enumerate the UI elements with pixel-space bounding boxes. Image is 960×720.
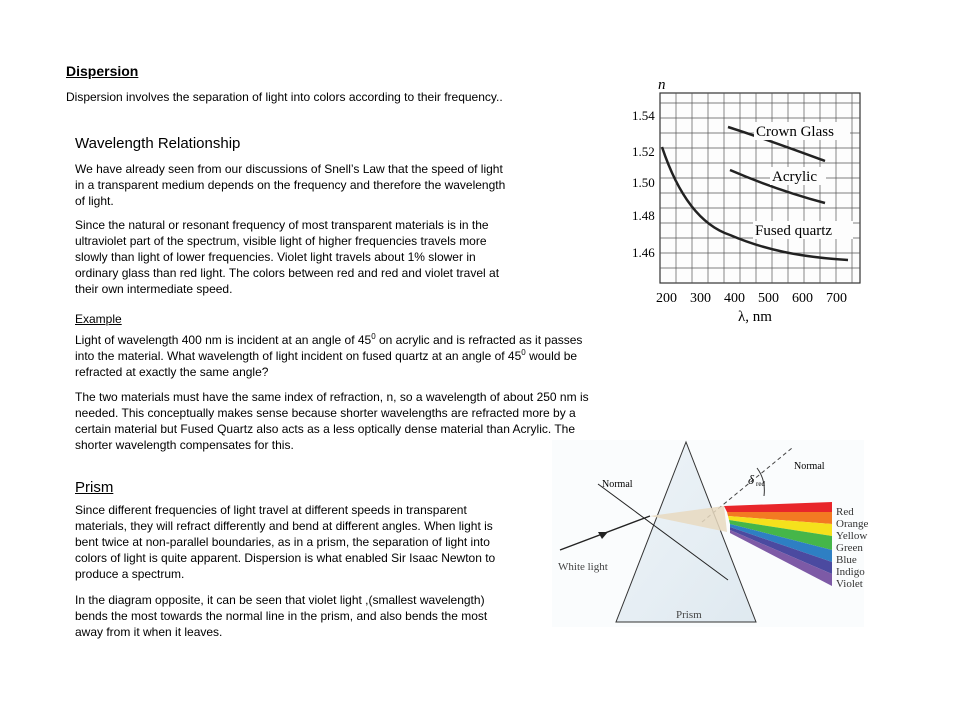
crown-glass-label: Crown Glass	[756, 124, 834, 140]
prism-paragraph-1: Since different frequencies of light travel at different speeds in transparent materials, they will refract differently and bend at different angles. When light is bent twice at non-parallel boundaries, as in a prism, the separation of light into colors of light is quite apparent. Dispersion is what enabled Sir Isaac Newton to produce a spectrum.	[75, 503, 496, 581]
example-question	[75, 332, 605, 380]
x-tick-label: 400	[724, 291, 745, 306]
color-label-red: Red	[836, 506, 854, 518]
wavelength-paragraph-2: Since the natural or resonant frequency of most transparent materials is in the ultraviolet part of the spectrum, visible light of higher frequencies travels more slowly than light of lower frequencies. Violet light travels about 1% slower in ordinary glass than red light. The colors between red and red and violet travel at their own intermediate speed.	[75, 218, 500, 296]
acrylic-label: Acrylic	[772, 169, 817, 185]
color-label-green: Green	[836, 542, 863, 554]
example-question-part-2: on acrylic and is refracted as it passes into the material. What wavelength of light incident on fused quartz at an angle of 45	[75, 333, 583, 363]
example-answer: The two materials must have the same index of refraction, n, so a wavelength of about 250 nm is needed. This conceptually makes sense because shorter wavelengths are refracted more by a certain material but Fused Quartz also acts as a less optically dense material than Acrylic. The shorter wavelength compensates for this.	[75, 390, 589, 452]
x-tick-label: 600	[792, 291, 813, 306]
y-tick-label: 1.54	[632, 108, 655, 123]
page-title: Dispersion	[66, 63, 139, 79]
normal-label-left: Normal	[602, 479, 633, 490]
color-label-indigo: Indigo	[836, 566, 865, 578]
refractive-index-graph	[620, 75, 870, 330]
prism-heading: Prism	[75, 479, 114, 496]
color-label-violet: Violet	[836, 578, 863, 590]
y-tick-label: 1.48	[632, 208, 655, 223]
x-tick-label: 200	[656, 291, 677, 306]
wavelength-paragraph-1: We have already seen from our discussions of Snell’s Law that the speed of light in a transparent medium depends on the frequency and therefore the wavelength of light.	[75, 162, 506, 208]
example-heading: Example	[75, 312, 122, 326]
dispersion-intro: Dispersion involves the separation of light into colors according to their frequency..	[66, 90, 503, 104]
prism-diagram	[552, 440, 869, 627]
prism-label: Prism	[676, 609, 702, 621]
y-axis-title: n	[658, 77, 666, 93]
y-tick-label: 1.50	[632, 175, 655, 190]
color-label-blue: Blue	[836, 554, 857, 566]
degree-superscript-1: 0	[371, 332, 376, 341]
degree-superscript-2: 0	[521, 348, 526, 357]
normal-label-right: Normal	[794, 461, 825, 472]
delta-symbol: δ	[748, 472, 755, 487]
example-question-part-3: would be refracted at exactly the same angle?	[75, 349, 578, 379]
x-tick-label: 300	[690, 291, 711, 306]
x-axis-title: λ, nm	[738, 309, 772, 325]
white-light-label: White light	[558, 561, 608, 573]
delta-subscript: red	[756, 480, 765, 488]
color-label-orange: Orange	[836, 518, 869, 530]
prism-paragraph-2: In the diagram opposite, it can be seen that violet light ,(smallest wavelength) bends the most towards the normal line in the prism, and also bends the most away from it when it leaves.	[75, 593, 488, 639]
x-tick-label: 700	[826, 291, 847, 306]
y-tick-label: 1.46	[632, 245, 655, 260]
x-tick-label: 500	[758, 291, 779, 306]
fused-quartz-label: Fused quartz	[755, 223, 833, 239]
example-question-part-1: Light of wavelength 400 nm is incident at an angle of 45	[75, 333, 372, 347]
wavelength-heading: Wavelength Relationship	[75, 135, 241, 152]
y-tick-label: 1.52	[632, 144, 655, 159]
color-label-yellow: Yellow	[836, 530, 868, 542]
